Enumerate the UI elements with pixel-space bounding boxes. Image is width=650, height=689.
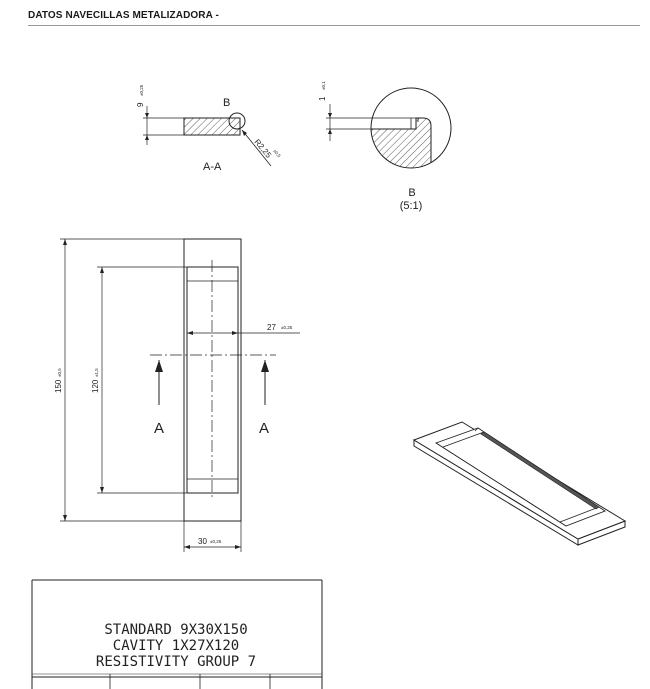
cavity-length-tolerance: ±1,5 <box>94 368 99 377</box>
overall-length-tolerance: ±0,5 <box>57 368 62 377</box>
radius-dimension-label: R2,25 <box>252 137 274 160</box>
title-line-cavity: CAVITY 1X27X120 <box>112 638 240 654</box>
height-dimension-label: 9 <box>136 102 145 107</box>
overall-length-label: 150 <box>54 379 63 393</box>
section-label-a-a: A-A <box>203 161 222 173</box>
plan-view <box>54 239 300 552</box>
depth-tolerance-label: ±0,1 <box>321 81 326 90</box>
title-block <box>32 580 322 689</box>
height-tolerance-label: ±0,25 <box>139 84 144 96</box>
title-line-resistivity: RESISTIVITY GROUP 7 <box>95 654 257 670</box>
iso-cavity <box>436 428 605 526</box>
overall-width-label: 30 <box>198 537 207 546</box>
cavity-outline <box>187 267 238 493</box>
page-title: DATOS NAVECILLAS METALIZADORA - <box>28 10 640 26</box>
detail-view-b <box>318 81 451 212</box>
section-view-a-a <box>136 84 282 173</box>
overall-width-tolerance: ±0,25 <box>210 539 222 544</box>
isometric-view <box>414 422 625 545</box>
detail-scale-label: (5:1) <box>399 200 423 212</box>
title-line-standard: STANDARD 9X30X150 <box>104 622 248 638</box>
cavity-width-label: 27 <box>267 323 276 332</box>
section-mark-left: A <box>154 420 165 437</box>
section-mark-right: A <box>259 420 270 437</box>
cavity-width-tolerance: ±0,25 <box>281 325 293 330</box>
depth-dimension-label: 1 <box>318 96 327 101</box>
detail-b-marker: B <box>223 97 231 109</box>
radius-tolerance-label: ±0,5 <box>272 148 282 159</box>
cavity-length-label: 120 <box>91 379 100 393</box>
detail-label-b: B <box>408 187 416 199</box>
